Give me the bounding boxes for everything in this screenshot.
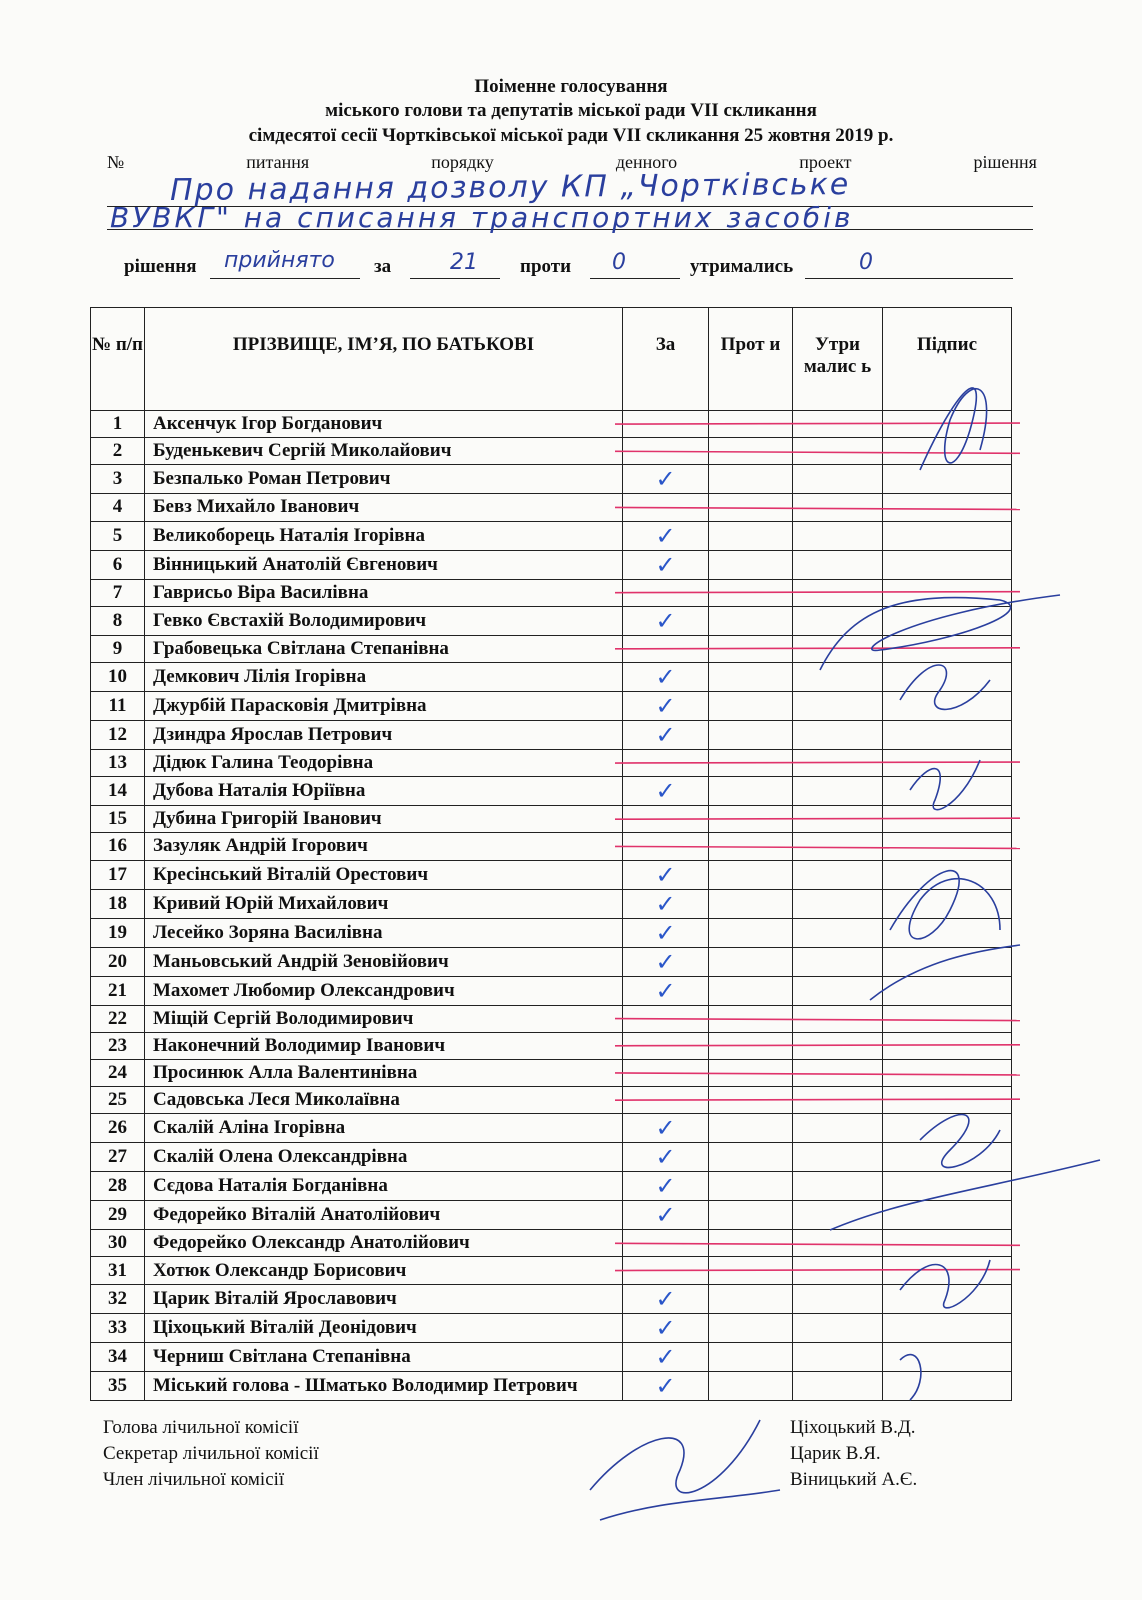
vote-for-cell: ✓ [623, 691, 709, 720]
row-number: 19 [91, 918, 145, 947]
signature-cell [883, 1087, 1012, 1114]
vote-for-cell: ✓ [623, 1342, 709, 1371]
agenda-word: рішення [973, 152, 1037, 172]
footer-name: Ціхоцький В.Д. [790, 1417, 916, 1438]
table-row [91, 411, 1012, 438]
table-row [91, 777, 1012, 806]
header-name: ПРІЗВИЩЕ, ІМ’Я, ПО БАТЬКОВІ [145, 308, 623, 411]
table-row [91, 691, 1012, 720]
table-row [91, 806, 1012, 833]
signature-cell [883, 465, 1012, 494]
member-name: Міський голова - Шматько Володимир Петрович [145, 1371, 623, 1400]
signature-cell [883, 1284, 1012, 1313]
votes-for-value: 21 [450, 250, 478, 275]
signature-cell [883, 1313, 1012, 1342]
vote-abstained-cell [793, 1087, 883, 1114]
row-number: 8 [91, 606, 145, 635]
signature-scribble [590, 1420, 760, 1493]
vote-against-cell [709, 691, 793, 720]
header-against: Прот и [709, 308, 793, 411]
row-number: 35 [91, 1371, 145, 1400]
table-row [91, 1143, 1012, 1172]
table-row [91, 521, 1012, 550]
member-name: Гевко Євстахій Володимирович [145, 606, 623, 635]
footer-role: Секретар лічильної комісії [103, 1443, 319, 1464]
vote-abstained-cell [793, 1371, 883, 1400]
handwritten-agenda-line-1: Про надання дозволу КП „Чортківське [169, 167, 851, 208]
row-number: 23 [91, 1032, 145, 1059]
table-row [91, 1230, 1012, 1257]
vote-for-cell [623, 1005, 709, 1032]
table-row [91, 635, 1012, 662]
member-name: Маньовський Андрій Зеновійович [145, 947, 623, 976]
member-name: Бевз Михайло Іванович [145, 494, 623, 521]
vote-against-cell [709, 1005, 793, 1032]
signature-cell [883, 691, 1012, 720]
vote-against-cell [709, 606, 793, 635]
signature-cell [883, 662, 1012, 691]
vote-abstained-cell [793, 1143, 883, 1172]
member-name: Демкович Лілія Ігорівна [145, 662, 623, 691]
signature-cell [883, 1059, 1012, 1086]
row-number: 9 [91, 635, 145, 662]
document-subtitle: міського голови та депутатів міської ради VII скликання [325, 100, 817, 121]
table-row [91, 889, 1012, 918]
vote-against-cell [709, 947, 793, 976]
row-number: 2 [91, 438, 145, 465]
signature-cell [883, 411, 1012, 438]
row-number: 15 [91, 806, 145, 833]
row-number: 16 [91, 833, 145, 860]
vote-abstained-cell [793, 1342, 883, 1371]
vote-against-cell [709, 465, 793, 494]
vote-abstained-cell [793, 833, 883, 860]
row-number: 30 [91, 1230, 145, 1257]
vote-for-cell [623, 494, 709, 521]
vote-abstained-cell [793, 1313, 883, 1342]
vote-for-cell: ✓ [623, 465, 709, 494]
member-name: Ціхоцький Віталій Деонідович [145, 1313, 623, 1342]
session-line: сімдесятої сесії Чортківської міської ради VII скликання 25 жовтня 2019 р. [248, 125, 894, 146]
member-name: Дубова Наталія Юріївна [145, 777, 623, 806]
signature-cell [883, 833, 1012, 860]
table-row [91, 976, 1012, 1005]
table-row [91, 1342, 1012, 1371]
member-name: Наконечний Володимир Іванович [145, 1032, 623, 1059]
member-name: Міщій Сергій Володимирович [145, 1005, 623, 1032]
vote-against-cell [709, 720, 793, 749]
votes-abstained-value: 0 [859, 250, 873, 275]
vote-abstained-cell [793, 635, 883, 662]
row-number: 33 [91, 1313, 145, 1342]
vote-abstained-cell [793, 1201, 883, 1230]
vote-abstained-cell [793, 438, 883, 465]
vote-against-cell [709, 976, 793, 1005]
row-number: 29 [91, 1201, 145, 1230]
table-row [91, 749, 1012, 776]
underline [805, 278, 1013, 279]
decision-status: прийнято [224, 248, 335, 273]
signature-cell [883, 1172, 1012, 1201]
vote-against-cell [709, 918, 793, 947]
table-row [91, 1371, 1012, 1400]
vote-abstained-cell [793, 1005, 883, 1032]
footer-name: Віницький А.Є. [790, 1469, 918, 1490]
table-row [91, 1032, 1012, 1059]
row-number: 17 [91, 860, 145, 889]
table-row [91, 494, 1012, 521]
vote-for-cell: ✓ [623, 720, 709, 749]
header-abstained: Утри малис ь [793, 308, 883, 411]
vote-against-cell [709, 1342, 793, 1371]
member-name: Скалій Аліна Ігорівна [145, 1114, 623, 1143]
row-number: 7 [91, 579, 145, 606]
header-for: За [623, 308, 709, 411]
vote-abstained-cell [793, 465, 883, 494]
vote-abstained-cell [793, 777, 883, 806]
vote-against-cell [709, 411, 793, 438]
vote-for-cell: ✓ [623, 1313, 709, 1342]
row-number: 28 [91, 1172, 145, 1201]
table-row [91, 947, 1012, 976]
vote-abstained-cell [793, 1032, 883, 1059]
table-row [91, 833, 1012, 860]
member-name: Буденькевич Сергій Миколайович [145, 438, 623, 465]
signature-cell [883, 606, 1012, 635]
row-number: 1 [91, 411, 145, 438]
vote-against-cell [709, 635, 793, 662]
table-header-row [91, 308, 1012, 411]
member-name: Царик Віталій Ярославович [145, 1284, 623, 1313]
vote-against-cell [709, 833, 793, 860]
member-name: Вінницький Анатолій Євгенович [145, 550, 623, 579]
row-number: 32 [91, 1284, 145, 1313]
vote-against-cell [709, 1230, 793, 1257]
underline [410, 278, 500, 279]
row-number: 10 [91, 662, 145, 691]
vote-against-cell [709, 806, 793, 833]
vote-against-cell [709, 860, 793, 889]
vote-abstained-cell [793, 947, 883, 976]
decision-label: рішення [124, 256, 197, 277]
vote-against-cell [709, 1313, 793, 1342]
underline [590, 278, 680, 279]
row-number: 6 [91, 550, 145, 579]
vote-against-cell [709, 662, 793, 691]
member-name: Лесейко Зоряна Василівна [145, 918, 623, 947]
signature-cell [883, 550, 1012, 579]
vote-abstained-cell [793, 976, 883, 1005]
member-name: Дубина Григорій Іванович [145, 806, 623, 833]
header-num: № п/п [91, 308, 145, 411]
vote-for-cell: ✓ [623, 550, 709, 579]
table-row [91, 1005, 1012, 1032]
vote-for-cell: ✓ [623, 606, 709, 635]
vote-for-cell: ✓ [623, 521, 709, 550]
table-row [91, 1114, 1012, 1143]
vote-for-cell [623, 1059, 709, 1086]
member-name: Федорейко Віталій Анатолійович [145, 1201, 623, 1230]
member-name: Джурбій Парасковія Дмитрівна [145, 691, 623, 720]
vote-for-cell: ✓ [623, 860, 709, 889]
signature-cell [883, 635, 1012, 662]
vote-for-cell [623, 579, 709, 606]
vote-for-cell: ✓ [623, 918, 709, 947]
vote-for-cell [623, 635, 709, 662]
signature-cell [883, 749, 1012, 776]
vote-for-cell [623, 833, 709, 860]
vote-abstained-cell [793, 860, 883, 889]
vote-abstained-cell [793, 494, 883, 521]
vote-for-cell: ✓ [623, 1284, 709, 1313]
row-number: 26 [91, 1114, 145, 1143]
vote-against-cell [709, 1201, 793, 1230]
votes-against-value: 0 [612, 250, 626, 275]
vote-against-cell [709, 1143, 793, 1172]
signature-cell [883, 1230, 1012, 1257]
vote-for-cell [623, 438, 709, 465]
vote-against-cell [709, 1032, 793, 1059]
signature-cell [883, 1032, 1012, 1059]
member-name: Гаврисьо Віра Василівна [145, 579, 623, 606]
signature-cell [883, 1005, 1012, 1032]
vote-for-cell [623, 806, 709, 833]
row-number: 27 [91, 1143, 145, 1172]
vote-for-cell [623, 749, 709, 776]
member-name: Аксенчук Ігор Богданович [145, 411, 623, 438]
agenda-word: проект [799, 152, 852, 172]
footer-role: Член лічильної комісії [103, 1469, 285, 1490]
vote-abstained-cell [793, 806, 883, 833]
vote-abstained-cell [793, 1284, 883, 1313]
member-name: Кресінський Віталій Орестович [145, 860, 623, 889]
signature-cell [883, 918, 1012, 947]
abstained-label: утримались [690, 256, 794, 277]
vote-abstained-cell [793, 411, 883, 438]
agenda-word: денного [615, 152, 678, 172]
table-row [91, 550, 1012, 579]
vote-against-cell [709, 1257, 793, 1284]
table-row [91, 720, 1012, 749]
member-name: Хотюк Олександр Борисович [145, 1257, 623, 1284]
signature-cell [883, 860, 1012, 889]
member-name: Садовська Леся Миколаївна [145, 1087, 623, 1114]
member-name: Дзиндра Ярослав Петрович [145, 720, 623, 749]
vote-for-cell: ✓ [623, 1371, 709, 1400]
signature-cell [883, 1257, 1012, 1284]
table-row [91, 662, 1012, 691]
vote-against-cell [709, 1059, 793, 1086]
signature-cell [883, 889, 1012, 918]
agenda-word: порядку [431, 152, 494, 172]
row-number: 3 [91, 465, 145, 494]
vote-abstained-cell [793, 1257, 883, 1284]
vote-against-cell [709, 521, 793, 550]
agenda-word: питання [246, 152, 310, 172]
signature-cell [883, 1342, 1012, 1371]
signature-cell [883, 521, 1012, 550]
member-name: Махомет Любомир Олександрович [145, 976, 623, 1005]
table-row [91, 1313, 1012, 1342]
table-row [91, 1284, 1012, 1313]
vote-for-cell: ✓ [623, 1143, 709, 1172]
table-row [91, 465, 1012, 494]
vote-abstained-cell [793, 579, 883, 606]
footer-role: Голова лічильної комісії [103, 1417, 299, 1438]
table-row [91, 860, 1012, 889]
member-name: Безпалько Роман Петрович [145, 465, 623, 494]
row-number: 18 [91, 889, 145, 918]
vote-for-cell: ✓ [623, 976, 709, 1005]
row-number: 13 [91, 749, 145, 776]
row-number: 4 [91, 494, 145, 521]
vote-abstained-cell [793, 691, 883, 720]
vote-against-cell [709, 749, 793, 776]
vote-abstained-cell [793, 521, 883, 550]
signature-cell [883, 1201, 1012, 1230]
signature-cell [883, 777, 1012, 806]
vote-abstained-cell [793, 720, 883, 749]
vote-for-cell: ✓ [623, 889, 709, 918]
signature-cell [883, 720, 1012, 749]
underline [210, 278, 360, 279]
signature-cell [883, 494, 1012, 521]
vote-abstained-cell [793, 606, 883, 635]
signature-cell [883, 438, 1012, 465]
vote-against-cell [709, 1371, 793, 1400]
member-name: Великоборець Наталія Ігорівна [145, 521, 623, 550]
vote-abstained-cell [793, 1059, 883, 1086]
member-name: Грабовецька Світлана Степанівна [145, 635, 623, 662]
table-row [91, 918, 1012, 947]
vote-abstained-cell [793, 550, 883, 579]
vote-for-cell [623, 1087, 709, 1114]
member-name: Просинюк Алла Валентинівна [145, 1059, 623, 1086]
table-row [91, 1201, 1012, 1230]
signature-cell [883, 1371, 1012, 1400]
vote-against-cell [709, 1172, 793, 1201]
vote-for-cell: ✓ [623, 1201, 709, 1230]
vote-against-cell [709, 1087, 793, 1114]
vote-abstained-cell [793, 662, 883, 691]
table-row [91, 1059, 1012, 1086]
agenda-word: № [107, 152, 125, 172]
member-name: Скалій Олена Олександрівна [145, 1143, 623, 1172]
signature-cell [883, 976, 1012, 1005]
vote-against-cell [709, 438, 793, 465]
member-name: Черниш Світлана Степанівна [145, 1342, 623, 1371]
member-name: Кривий Юрій Михайлович [145, 889, 623, 918]
member-name: Сєдова Наталія Богданівна [145, 1172, 623, 1201]
vote-against-cell [709, 494, 793, 521]
table-row [91, 1257, 1012, 1284]
row-number: 25 [91, 1087, 145, 1114]
vote-for-cell [623, 1230, 709, 1257]
member-name: Дідюк Галина Теодорівна [145, 749, 623, 776]
table-row [91, 1087, 1012, 1114]
vote-for-cell: ✓ [623, 662, 709, 691]
row-number: 12 [91, 720, 145, 749]
member-name: Федорейко Олександр Анатолійович [145, 1230, 623, 1257]
against-label: проти [520, 256, 572, 277]
document-title: Поіменне голосування [474, 76, 668, 97]
row-number: 21 [91, 976, 145, 1005]
voting-table [90, 307, 1012, 1401]
vote-abstained-cell [793, 1172, 883, 1201]
vote-abstained-cell [793, 918, 883, 947]
signature-cell [883, 947, 1012, 976]
member-name: Зазуляк Андрій Ігорович [145, 833, 623, 860]
row-number: 34 [91, 1342, 145, 1371]
handwritten-agenda-line-2: ВУВКГ" на списання транспортних засобів [110, 201, 854, 234]
footer-name: Царик В.Я. [790, 1443, 881, 1464]
vote-abstained-cell [793, 1230, 883, 1257]
row-number: 5 [91, 521, 145, 550]
vote-against-cell [709, 579, 793, 606]
header-signature: Підпис [883, 308, 1012, 411]
vote-against-cell [709, 777, 793, 806]
row-number: 20 [91, 947, 145, 976]
vote-against-cell [709, 889, 793, 918]
vote-for-cell [623, 1257, 709, 1284]
table-row [91, 438, 1012, 465]
table-row [91, 579, 1012, 606]
row-number: 24 [91, 1059, 145, 1086]
vote-against-cell [709, 550, 793, 579]
vote-abstained-cell [793, 1114, 883, 1143]
vote-abstained-cell [793, 749, 883, 776]
row-number: 31 [91, 1257, 145, 1284]
vote-for-cell: ✓ [623, 1114, 709, 1143]
table-row [91, 606, 1012, 635]
vote-for-cell [623, 1032, 709, 1059]
for-label: за [374, 256, 392, 277]
vote-abstained-cell [793, 889, 883, 918]
vote-for-cell [623, 411, 709, 438]
signature-cell [883, 806, 1012, 833]
signature-cell [883, 579, 1012, 606]
vote-against-cell [709, 1114, 793, 1143]
row-number: 14 [91, 777, 145, 806]
vote-against-cell [709, 1284, 793, 1313]
vote-for-cell: ✓ [623, 1172, 709, 1201]
table-row [91, 1172, 1012, 1201]
signature-scribble [600, 1490, 780, 1520]
vote-for-cell: ✓ [623, 777, 709, 806]
row-number: 11 [91, 691, 145, 720]
vote-for-cell: ✓ [623, 947, 709, 976]
signature-cell [883, 1143, 1012, 1172]
signature-cell [883, 1114, 1012, 1143]
row-number: 22 [91, 1005, 145, 1032]
